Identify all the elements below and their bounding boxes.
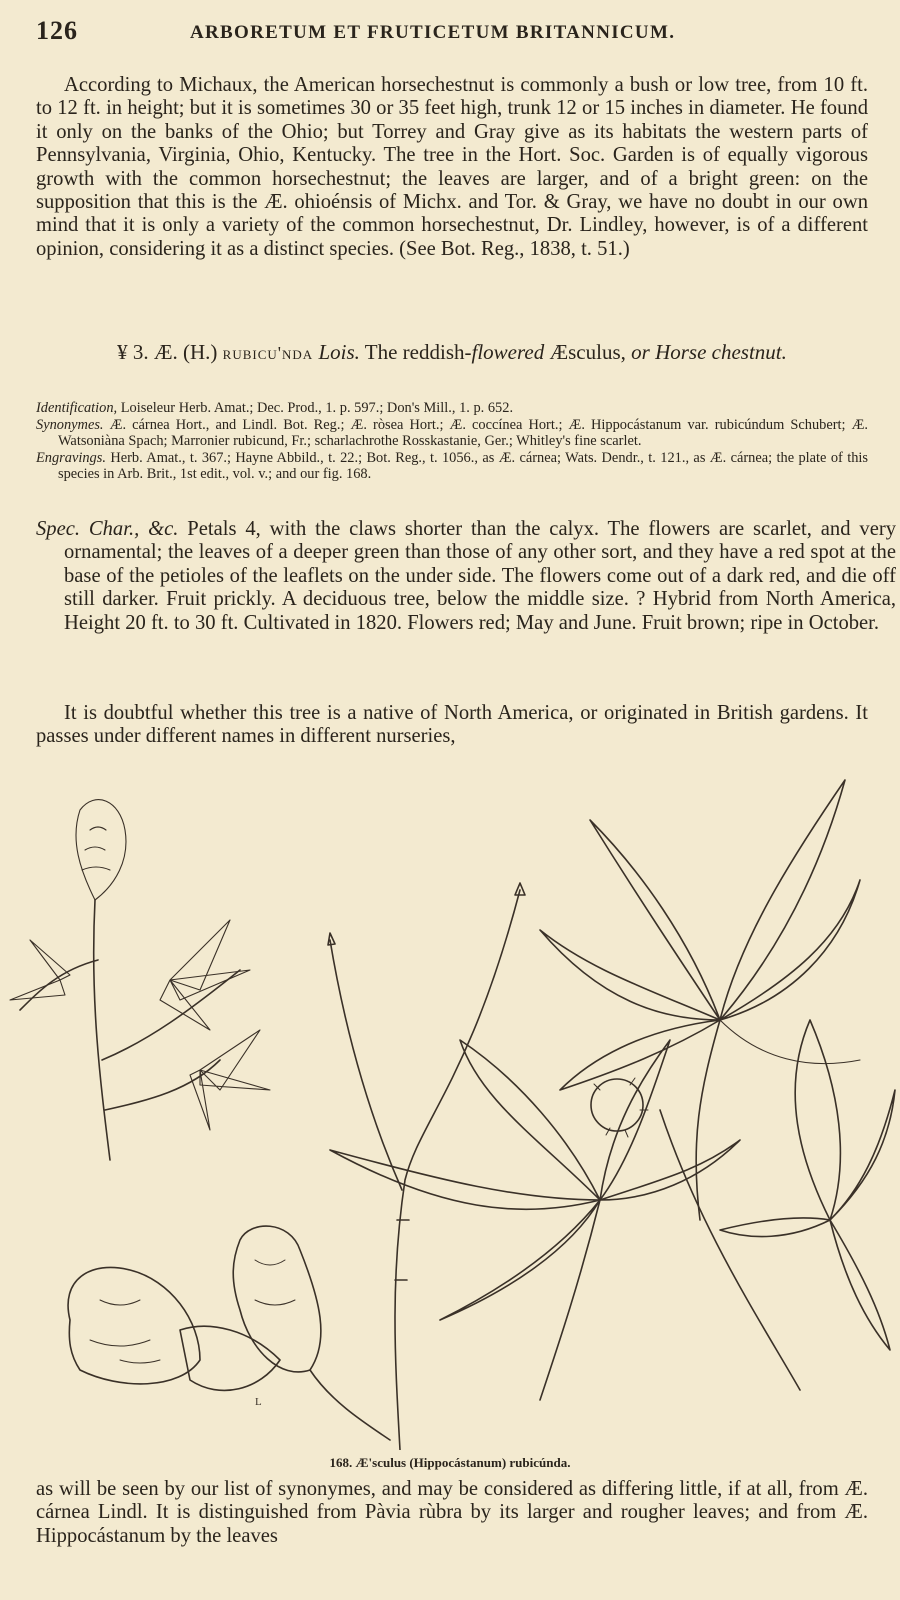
paragraph-michaux: According to Michaux, the American horsechestnut is commonly a bush or low tree, from 10 ft. to 12 ft. in height; but it is sometimes 30 or 35 feet high, trunk 12 or 15 inches in diameter. He found it only on the banks of the Ohio; but Torrey and Gray give as its habitats the western parts of Pennsylvania, Virginia, Ohio, Kentucky. The tree in the Hort. Soc. Garden is of equally vigorous growth with the common horsechestnut; the leaves are larger, and of a bright green: on the supposition that this is the Æ. ohioénsis of Michx. and Tor. & Gray, we have no doubt in our own mind that it is only a variety of the common horsechestnut, Dr. Lindley, however, is of a different opinion, considering it as a distinct species. (See Bot. Reg., 1838, t. 51.) bbox=[36, 74, 868, 260]
engravings-line bbox=[36, 450, 868, 483]
page-header bbox=[30, 12, 870, 46]
identification-line bbox=[36, 400, 868, 417]
species-author: Lois. bbox=[318, 340, 360, 364]
common-name-c: Æsculus, bbox=[544, 340, 632, 364]
synonymes-label: Synonymes. bbox=[36, 416, 104, 433]
palmate-leaf-upper-right bbox=[540, 780, 860, 1220]
common-name-d: or Horse chestnut. bbox=[631, 340, 787, 364]
flowering-branch-left bbox=[10, 800, 270, 1160]
synonymes-line bbox=[36, 417, 868, 450]
species-genus: Æ. (H.) bbox=[153, 340, 218, 364]
botanical-engraving bbox=[0, 760, 900, 1450]
paragraph-synonymes: as will be seen by our list of synonymes, and may be considered as differing little, if at all, from Æ. cárnea Lindl. It is distinguished from Pàvia rùbra by its larger and rougher leaves; and from Æ. Hippocástanum by the leaves bbox=[36, 1478, 868, 1547]
references-block bbox=[36, 400, 868, 483]
species-heading bbox=[36, 340, 868, 365]
palmate-leaf-right bbox=[591, 1020, 895, 1390]
running-head: ARBORETUM ET FRUTICETUM BRITANNICUM. bbox=[190, 22, 676, 43]
species-number: ¥ 3. bbox=[117, 340, 149, 364]
spec-text: Petals 4, with the claws shorter than the calyx. The flowers are scarlet, and very ornamental; the leaves of a deeper green than those of any other sort, and they have a red spot at the base of the petioles of the leaflets on the under side. The flowers come out of a dark red, and die off still darker. Fruit prickly. A deciduous tree, below the middle size. ? Hybrid from North America, Height 20 ft. to 30 ft. Cultivated in 1820. Flowers red; May and June. Fruit brown; ripe in October. bbox=[64, 518, 896, 634]
winter-twig bbox=[328, 883, 525, 1450]
common-name-a: The reddish- bbox=[364, 340, 472, 364]
flowers-lower-left bbox=[68, 1226, 390, 1440]
engraver-mark: L bbox=[255, 1396, 262, 1408]
prickly-fruit bbox=[591, 1079, 643, 1131]
engravings-label: Engravings. bbox=[36, 449, 106, 466]
palmate-leaf-center bbox=[330, 1040, 740, 1400]
specific-character bbox=[36, 518, 896, 635]
spec-label: Spec. Char., &c. bbox=[36, 518, 179, 540]
identification-text: Loiseleur Herb. Amat.; Dec. Prod., 1. p. 597.; Don's Mill., 1. p. 652. bbox=[120, 400, 514, 416]
species-epithet: rubicu'nda bbox=[222, 343, 314, 363]
common-name-b: flowered bbox=[471, 340, 545, 364]
synonymes-text: Æ. cárnea Hort., and Lindl. Bot. Reg.; Æ. ròsea Hort.; Æ. coccínea Hort.; Æ. Hippocástanum var. rubicúndum Schubert; Æ. Watsoniàna Spach; Marronier rubicund, Fr.; scharlachrothe Rosskastanie, Ger.; Whitley's fine scarlet. bbox=[58, 416, 868, 450]
engravings-text: Herb. Amat., t. 367.; Hayne Abbild., t. 22.; Bot. Reg., t. 1056., as Æ. cárnea; Wats. Dendr., t. 121., as Æ. cárnea; the plate of this species in Arb. Brit., 1st edit., vol. v.; and our fig. 168. bbox=[58, 449, 868, 483]
page-number: 126 bbox=[36, 16, 78, 45]
figure-caption: 168. Æ'sculus (Hippocástanum) rubicúnda. bbox=[329, 1455, 571, 1470]
identification-label: Identification, bbox=[36, 400, 118, 416]
paragraph-doubtful: It is doubtful whether this tree is a native of North America, or originated in British gardens. It passes under different names in different nurseries, bbox=[36, 702, 868, 748]
